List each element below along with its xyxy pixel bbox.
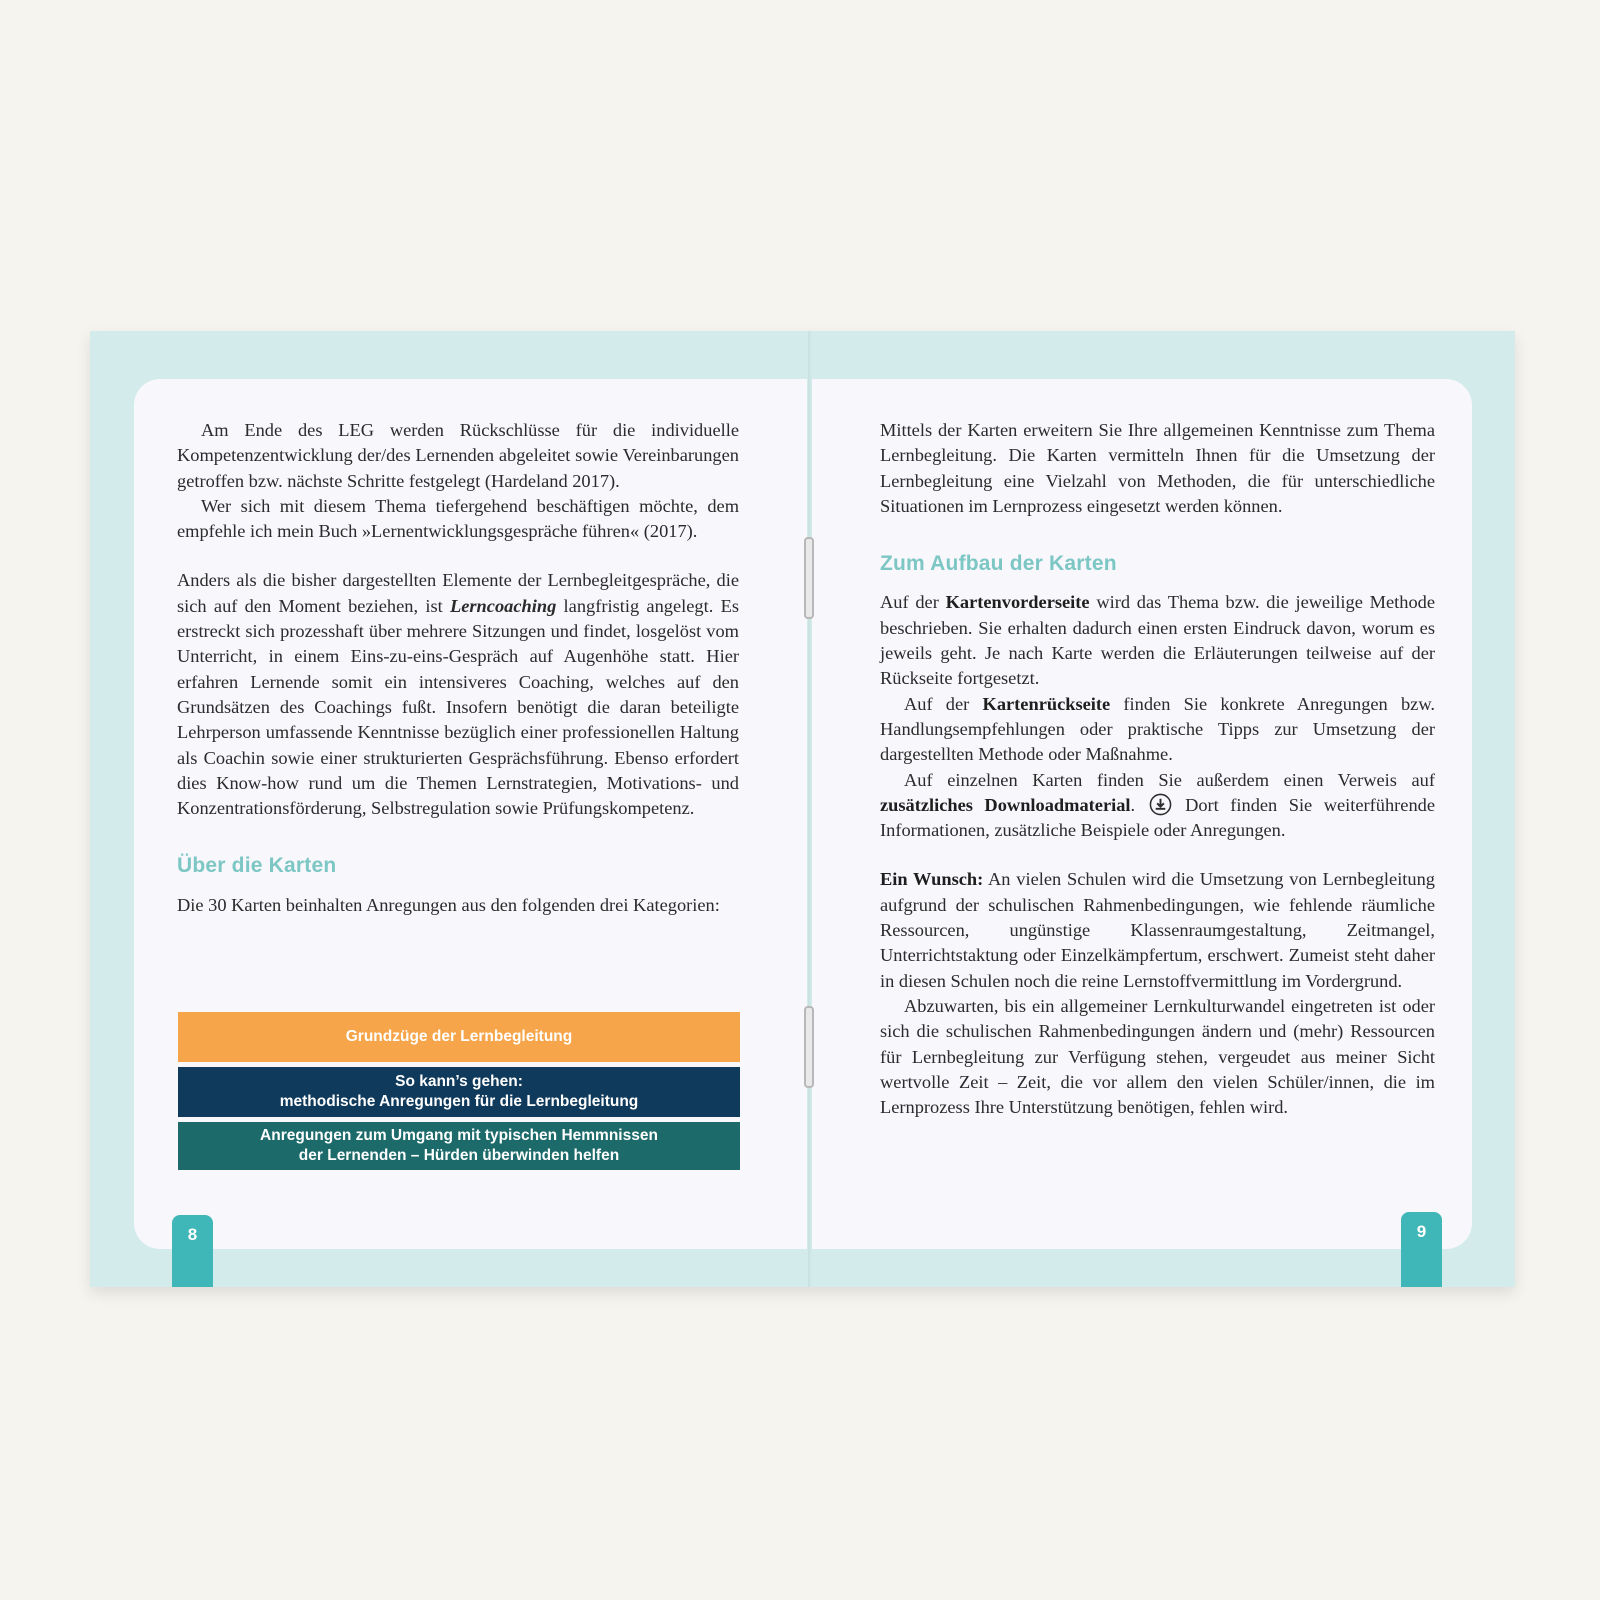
back-bold: Kartenrückseite <box>982 693 1111 714</box>
front-text-after: wird das Thema bzw. die jeweilige Methode beschrieben. Sie erhalten dadurch einen ersten Eindruck davon, worum es jeweils geht. Je nach Karte werden die Erläuterungen teilweise auf der Rückseite fortgesetzt. <box>880 592 1436 689</box>
category-2-label-line1: So kann’s gehen: <box>395 1073 523 1090</box>
back-text-before: Auf der <box>904 693 983 714</box>
front-text-before: Auf der <box>880 592 946 613</box>
lerncoaching-text-after: langfristig angelegt. Es erstreckt sich prozesshaft über mehrere Sitzungen und findet, losgelöst vom Unterricht, in einem Eins-zu-eins-Gespräch auf Augenhöhe statt. Hier erfahren Lernende somit ein intensiveres Coaching, welches auf den Grundsätzen des Coachings fußt. Insofern benötigt die daran beteiligte Lehrperson umfassende Kenntnisse bezüglich einer professionellen Haltung als Coachin sowie einer strukturierten Gesprächsführung. Ebenso erfordert dies Know-how rund um die Themen Lernstrategien, Motivations- und Konzentrationsförderung, Selbstregulation sowie Prüfungskompetenz. <box>177 595 739 819</box>
category-3-label-line1: Anregungen zum Umgang mit typischen Hemmnissen <box>260 1127 658 1144</box>
page-number-left: 8 <box>172 1215 213 1287</box>
heading-aufbau-der-karten: Zum Aufbau der Karten <box>880 552 1117 576</box>
paragraph-intro-karten: Mittels der Karten erweitern Sie Ihre allgemeinen Kenntnisse zum Thema Lernbegleitung. Die Karten vermitteln Ihnen für die Umsetzung der Lernbegleitung eine Vielzahl von Methoden, die für unterschiedliche Situationen im Lernprozess eingesetzt werden können. <box>880 420 1435 516</box>
download-text-before: Auf einzelnen Karten finden Sie außerdem einen Verweis auf <box>904 769 1435 790</box>
paragraph-kartenrueckseite <box>880 692 1435 768</box>
lerncoaching-emphasis: Lerncoaching <box>450 595 557 616</box>
back-text-after: finden Sie konkrete Anregungen bzw. Handlungsempfehlungen oder praktische Tipps zur Umsetzung der dargestellten Methode oder Maßnahme. <box>880 693 1436 765</box>
paragraph-abzuwarten: Abzuwarten, bis ein allgemeiner Lernkulturwandel eingetreten ist oder sich die schulischen Rahmenbedingungen ändern und (mehr) Ressourcen für Lernbegleitung zur Verfügung stehen, vergeudet aus meiner Sicht wertvolle Zeit – Zeit, die vor allem den vielen Schüler/innen, die im Lernprozess Ihre Unterstützung benötigen, fehlen wird. <box>880 995 1435 1118</box>
category-2-label-line2: methodische Anregungen für die Lernbegleitung <box>279 1093 639 1110</box>
staple-top <box>804 537 814 619</box>
right-column <box>880 418 1435 1120</box>
spine <box>808 331 812 1287</box>
paragraph-kartenvorderseite <box>880 590 1435 691</box>
left-column <box>177 418 739 918</box>
category-1-label: Grundzüge der Lernbegleitung <box>345 1028 573 1045</box>
paragraph-ein-wunsch <box>880 867 1435 993</box>
heading-ueber-die-karten: Über die Karten <box>177 854 337 878</box>
category-bar-methodisch <box>178 1067 740 1117</box>
front-bold: Kartenvorderseite <box>945 592 1090 613</box>
download-icon <box>1149 793 1172 816</box>
category-bar-grundzuege <box>178 1012 740 1062</box>
download-text-tail: Dort finden Sie weiterführende Informationen, zusätzliche Beispiele oder Anregungen. <box>880 794 1435 841</box>
download-text-after: . <box>1130 794 1147 815</box>
page-number-right: 9 <box>1401 1212 1442 1287</box>
staple-bottom <box>804 1006 814 1088</box>
paragraph-categories-intro: Die 30 Karten beinhalten Anregungen aus den folgenden drei Kategorien: <box>177 894 720 915</box>
category-bar-hemmnisse <box>178 1122 740 1170</box>
paragraph-leg: Am Ende des LEG werden Rückschlüsse für die individuelle Kompetenzentwicklung der/des Lernenden abgeleitet sowie Vereinbarungen getroffen bzw. nächste Schritte festgelegt (Hardeland 2017). <box>177 420 739 491</box>
paragraph-downloadmaterial <box>880 768 1435 844</box>
paragraph-lerncoaching <box>177 568 739 821</box>
category-3-label-line2: der Lernenden – Hürden überwinden helfen <box>298 1147 620 1164</box>
wish-bold: Ein Wunsch: <box>880 869 984 890</box>
download-bold: zusätzliches Downloadmaterial <box>880 794 1131 815</box>
paragraph-book-recommendation: Wer sich mit diesem Thema tiefergehend beschäftigen möchte, dem empfehle ich mein Buch »Lernentwicklungsgespräche führen« (2017). <box>177 495 739 542</box>
lerncoaching-text-before: Anders als die bisher dargestellten Elemente der Lernbegleitgespräche, die sich auf den Moment beziehen, ist <box>177 570 739 616</box>
wish-text: An vielen Schulen wird die Umsetzung von Lernbegleitung aufgrund der schulischen Rahmenbedingungen, wie fehlende räumliche Ressourcen, ungünstige Klassenraumgestaltung, Zeitmangel, Unterrichtstaktung oder Einzelkämpfertum, erschwert. Zumeist steht daher in diesen Schulen noch die reine Lernstoffvermittlung im Vordergrund. <box>880 869 1435 991</box>
